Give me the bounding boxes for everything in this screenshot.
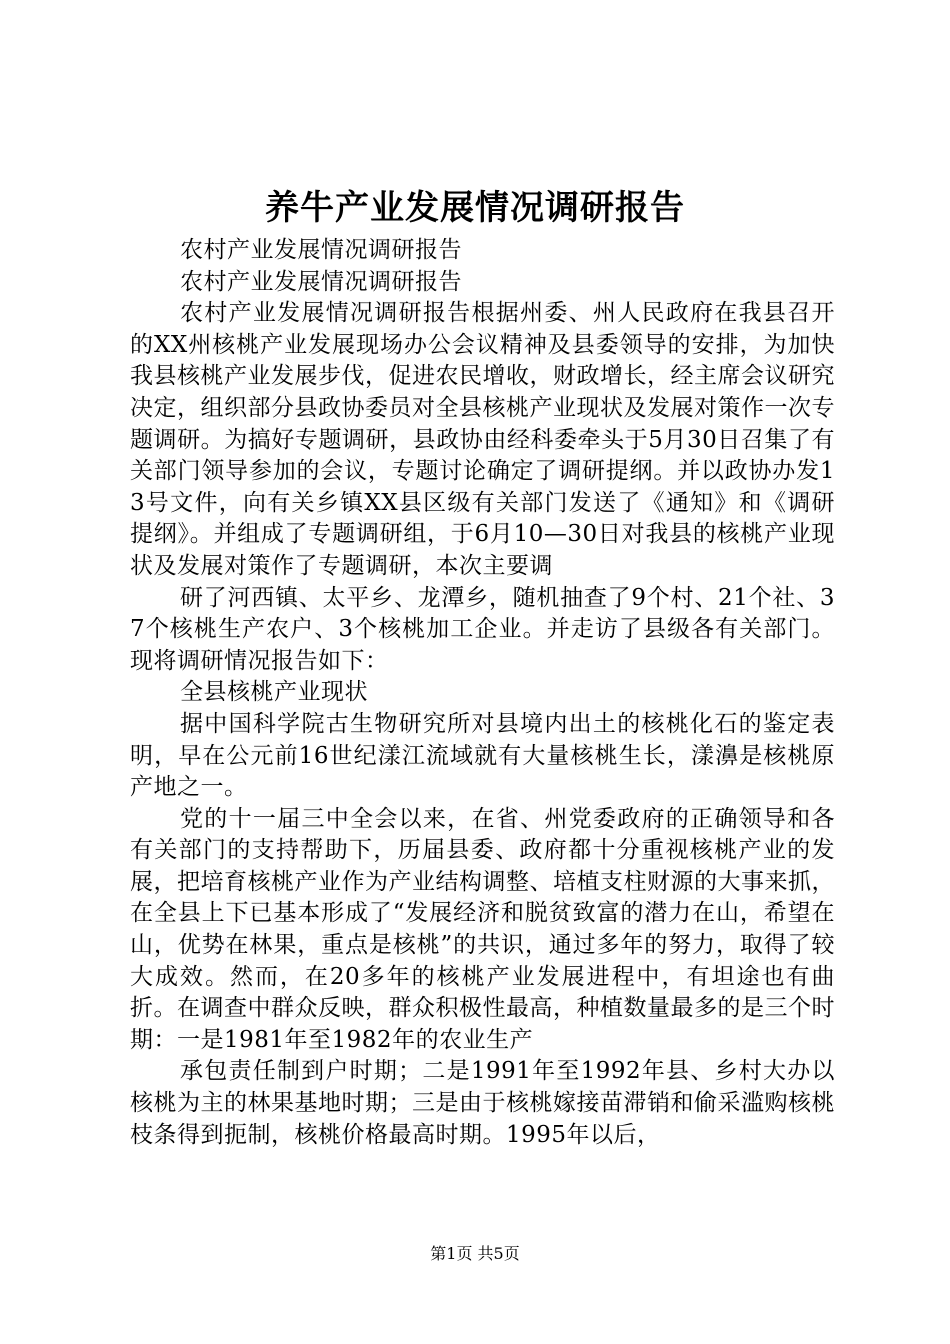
paragraph: 据中国科学院古生物研究所对县境内出土的核桃化石的鉴定表明，早在公元前16世纪漾江流域就有大量核桃生长，漾濞是核桃原产地之一。	[130, 710, 835, 801]
page-footer: 第1页 共5页	[430, 1244, 520, 1263]
paragraph: 农村产业发展情况调研报告根据州委、州人民政府在我县召开的XX州核桃产业发展现场办公会议精神及县委领导的安排，为加快我县核桃产业发展步伐，促进农民增收，财政增长，经主席会议研究决定，组织部分县政协委员对全县核桃产业现状及发展对策作一次专题调研。为搞好专题调研，县政协由经科委牵头于5月30日召集了有关部门领导参加的会议，专题讨论确定了调研提纲。并以政协办发13号文件，向有关乡镇XX县区级有关部门发送了《通知》和《调研提纲》。并组成了专题调研组，于6月10—30日对我县的核桃产业现状及发展对策作了专题调研，本次主要调	[130, 300, 835, 579]
paragraph: 承包责任制到户时期；二是1991年至1992年县、乡村大办以核桃为主的林果基地时期；三是由于核桃嫁接苗滞销和偷采滥购核桃枝条得到扼制，核桃价格最高时期。1995年以后，	[130, 1058, 835, 1148]
document-title: 养牛产业发展情况调研报告	[265, 188, 685, 228]
paragraph: 农村产业发展情况调研报告	[180, 268, 462, 295]
paragraph: 研了河西镇、太平乡、龙潭乡，随机抽查了9个村、21个社、37个核桃生产农户、3个核桃加工企业。并走访了县级各有关部门。现将调研情况报告如下：	[130, 584, 835, 674]
document-body	[130, 235, 835, 1151]
paragraph: 党的十一届三中全会以来，在省、州党委政府的正确领导和各有关部门的支持帮助下，历届县委、政府都十分重视核桃产业的发展，把培育核桃产业作为产业结构调整、培植支柱财源的大事来抓，在全县上下已基本形成了“发展经济和脱贫致富的潜力在山，希望在山，优势在林果，重点是核桃”的共识，通过多年的努力，取得了较大成效。然而，在20多年的核桃产业发展进程中，有坦途也有曲折。在调查中群众反映，群众积极性最高，种植数量最多的是三个时期：一是1981年至1982年的农业生产	[130, 805, 835, 1053]
section-heading: 全县核桃产业现状	[180, 679, 368, 706]
paragraph: 农村产业发展情况调研报告	[180, 237, 462, 263]
